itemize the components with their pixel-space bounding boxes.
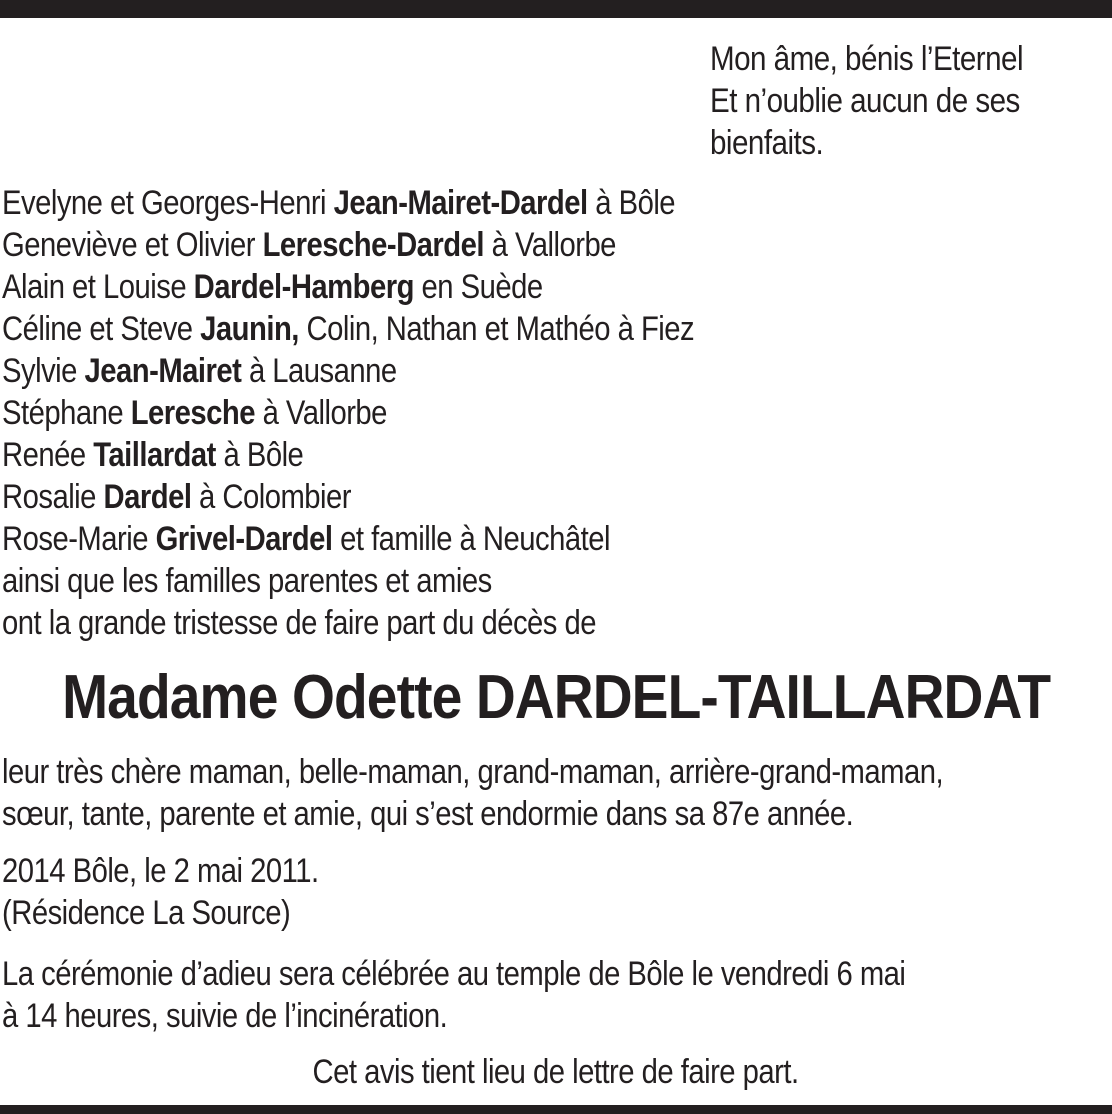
family-surname: Jean-Mairet bbox=[84, 352, 242, 390]
closing-note: Cet avis tient lieu de lettre de faire part. bbox=[312, 1053, 800, 1091]
ceremony-line: La cérémonie d’adieu sera célébrée au temple de Bôle le vendredi 6 mai bbox=[2, 955, 906, 993]
family-line: Stéphane Leresche à Vallorbe bbox=[2, 394, 387, 432]
family-line: Sylvie Jean-Mairet à Lausanne bbox=[2, 352, 397, 390]
tribute-line: leur très chère maman, belle-maman, grand-maman, arrière-grand-maman, bbox=[2, 753, 944, 791]
family-line: Alain et Louise Dardel-Hamberg en Suède bbox=[2, 268, 543, 306]
deceased-name: Madame Odette DARDEL-TAILLARDAT bbox=[61, 663, 1051, 732]
family-surname: Dardel-Hamberg bbox=[193, 268, 414, 306]
bible-verse bbox=[710, 38, 1105, 164]
family-surname: Leresche-Dardel bbox=[262, 226, 484, 264]
family-tail-line: ont la grande tristesse de faire part du décès de bbox=[2, 604, 597, 642]
verse-line: Et n’oublie aucun de ses bbox=[710, 82, 1020, 120]
family-line: Rosalie Dardel à Colombier bbox=[2, 478, 351, 516]
family-line: Rose-Marie Grivel-Dardel et famille à Neuchâtel bbox=[2, 520, 610, 558]
family-surname: Grivel-Dardel bbox=[155, 520, 333, 558]
family-surname: Dardel bbox=[103, 478, 192, 516]
verse-line: Mon âme, bénis l’Eternel bbox=[710, 40, 1024, 78]
place-date-paragraph bbox=[2, 850, 370, 934]
family-line: Evelyne et Georges-Henri Jean-Mairet-Dardel à Bôle bbox=[2, 184, 676, 222]
tribute-line: sœur, tante, parente et amie, qui s’est endormie dans sa 87e année. bbox=[2, 795, 854, 833]
family-surname: Taillardat bbox=[93, 436, 216, 474]
ceremony-paragraph bbox=[2, 953, 1052, 1037]
family-line: Renée Taillardat à Bôle bbox=[2, 436, 304, 474]
ceremony-line: à 14 heures, suivie de l’incinération. bbox=[2, 997, 448, 1035]
place-date-line: 2014 Bôle, le 2 mai 2011. bbox=[2, 852, 319, 890]
family-surname: Leresche bbox=[130, 394, 255, 432]
family-surname: Jaunin, bbox=[200, 310, 299, 348]
family-line: Céline et Steve Jaunin, Colin, Nathan et Mathéo à Fiez bbox=[2, 310, 695, 348]
family-surname: Jean-Mairet-Dardel bbox=[333, 184, 588, 222]
family-tail-line: ainsi que les familles parentes et amies bbox=[2, 562, 492, 600]
verse-line: bienfaits. bbox=[710, 124, 824, 162]
tribute-paragraph bbox=[2, 751, 1096, 835]
family-list bbox=[2, 182, 807, 644]
family-line: Geneviève et Olivier Leresche-Dardel à Vallorbe bbox=[2, 226, 616, 264]
top-rule bbox=[0, 0, 1112, 18]
bottom-rule bbox=[0, 1105, 1112, 1114]
place-date-line: (Résidence La Source) bbox=[2, 894, 291, 932]
